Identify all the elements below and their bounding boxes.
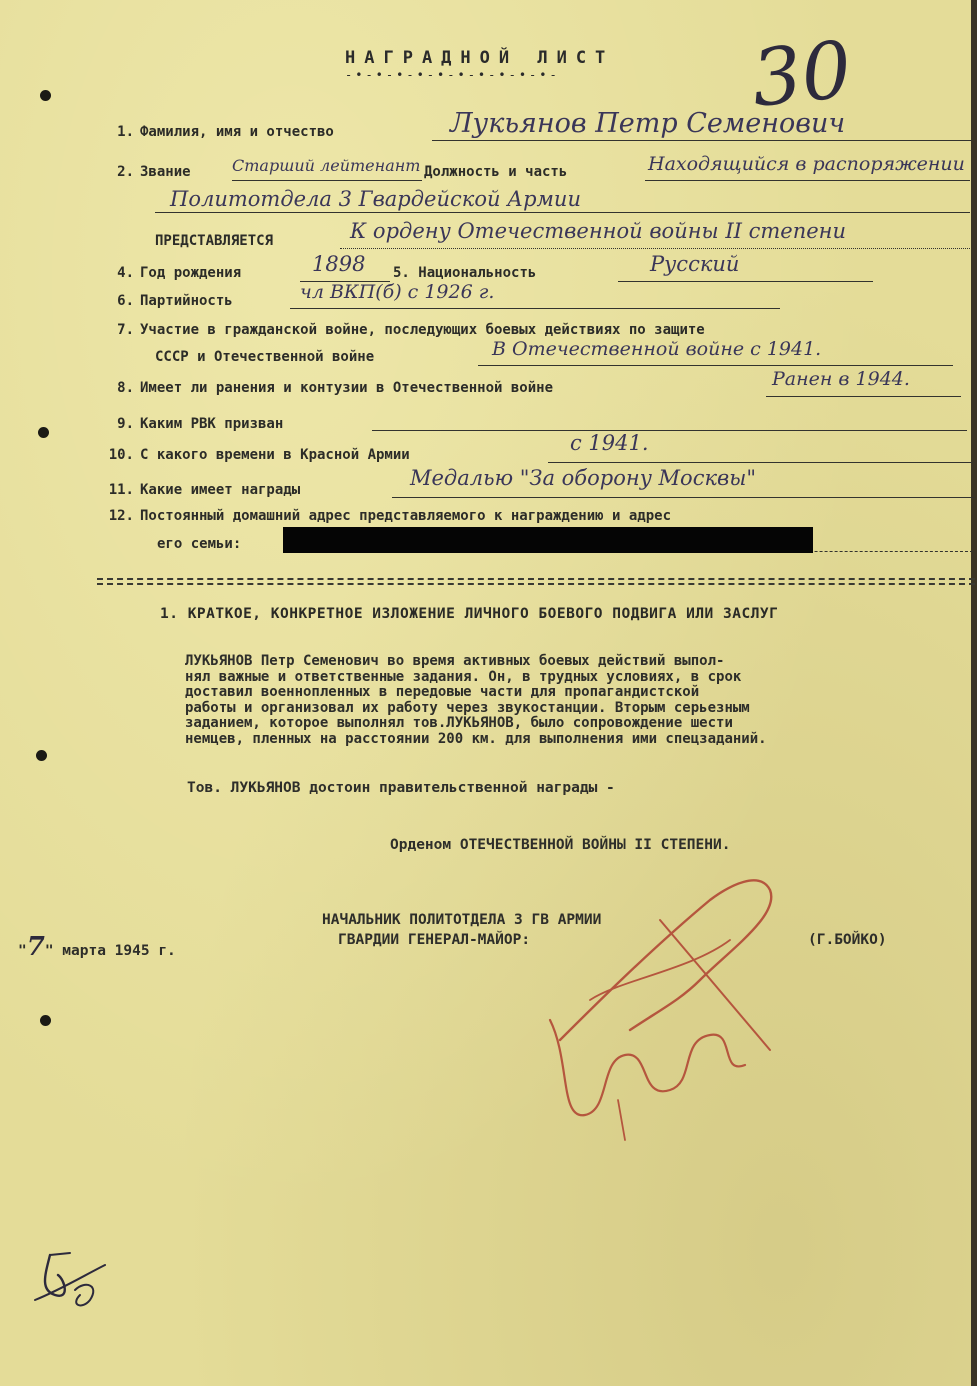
field-2-unit-value: Политотдела 3 Гвардейской Армии: [170, 187, 581, 211]
field-2-number: 2.: [117, 164, 134, 180]
field-11-value: Медалью "За оборону Москвы": [410, 466, 756, 490]
field-6-number: 6.: [117, 293, 134, 309]
punch-hole: [36, 750, 47, 761]
field-11-row: [100, 482, 300, 498]
section-heading: 1. КРАТКОЕ, КОНКРЕТНОЕ ИЗЛОЖЕНИЕ ЛИЧНОГО БОЕВОГО ПОДВИГА ИЛИ ЗАСЛУГ: [160, 606, 779, 622]
field-10-underline: [548, 462, 973, 463]
field-4-year-value: 1898: [312, 252, 366, 276]
field-7-value: В Отечественной войне с 1941.: [492, 338, 822, 360]
field-6-label: Партийность: [140, 293, 233, 309]
field-9-row: [100, 416, 283, 432]
field-10-value: с 1941.: [570, 431, 649, 455]
field-6-underline: [290, 308, 780, 309]
field-1-value: Лукьянов Петр Семенович: [450, 108, 846, 139]
document-title: НАГРАДНОЙ ЛИСТ: [345, 48, 615, 68]
field-5-label: Национальность: [418, 265, 537, 281]
field-4-row: [100, 265, 241, 281]
sheet-number-handwritten: 30: [747, 25, 856, 125]
title-underline-dots: -•-•-•-•-•-•-•-•-•-•-: [345, 68, 560, 82]
field-2-position-label: Должность и часть: [424, 164, 568, 180]
field-10-label: С какого времени в Красной Армии: [140, 447, 410, 463]
field-9-label: Каким РВК призван: [140, 416, 284, 432]
field-9-number: 9.: [117, 416, 134, 432]
punch-hole: [38, 427, 49, 438]
field-1-underline: [432, 140, 972, 141]
field-6-value: чл ВКП(б) с 1926 г.: [300, 281, 495, 303]
field-3-label: ПРЕДСТАВЛЯЕТСЯ: [155, 233, 274, 249]
field-7-label-line2: СССР и Отечественной войне: [155, 349, 375, 365]
date-line: [18, 932, 176, 962]
field-5-underline: [618, 281, 873, 282]
field-2-row: [100, 164, 191, 180]
field-7-row: [100, 322, 705, 338]
field-5-number: 5.: [393, 265, 410, 281]
field-8-value: Ранен в 1944.: [772, 368, 910, 390]
field-4-label: Год рождения: [140, 265, 242, 281]
field-5-value: Русский: [650, 252, 740, 276]
field-12-number: 12.: [108, 508, 134, 524]
field-8-underline: [766, 396, 961, 397]
date-open-quote: ": [18, 943, 27, 959]
section-separator: [97, 578, 975, 580]
field-10-number: 10.: [108, 447, 134, 463]
corner-handwritten-mark: [30, 1245, 120, 1320]
punch-hole: [40, 90, 51, 101]
signer-title-line2: ГВАРДИИ ГЕНЕРАЛ-МАЙОР:: [338, 932, 531, 948]
field-2-rank-value: Старший лейтенант: [232, 156, 421, 175]
field-8-number: 8.: [117, 380, 134, 396]
field-5-row: [393, 265, 536, 281]
field-1-row: [100, 124, 334, 140]
field-11-label: Какие имеет награды: [140, 482, 301, 498]
field-7-number: 7.: [117, 322, 134, 338]
field-11-underline: [392, 497, 975, 498]
field-2-rank-underline: [232, 180, 422, 181]
award-recommendation: Орденом ОТЕЧЕСТВЕННОЙ ВОЙНЫ II СТЕПЕНИ.: [390, 837, 731, 853]
red-signature: [530, 860, 790, 1160]
redacted-address-block: [283, 527, 813, 553]
date-day-handwritten: 7: [26, 932, 45, 962]
field-10-row: [100, 447, 410, 463]
field-9-underline: [372, 430, 967, 431]
field-6-row: [100, 293, 233, 309]
field-3-underline: [340, 248, 970, 249]
field-8-label: Имеет ли ранения и контузии в Отечественной войне: [140, 380, 554, 396]
field-2-label: Звание: [140, 164, 191, 180]
field-12-label-line2: его семьи:: [157, 536, 242, 552]
field-7-label-line1: Участие в гражданской войне, последующих боевых действиях по защите: [140, 322, 705, 338]
feat-description: ЛУКЬЯНОВ Петр Семенович во время активных боевых действий выпол- нял важные и ответственные задания. Он, в трудных условиях, в срок доставил военнопленных в передовые части для пропагандистской работы и организовал их работу через звукостанции. Вторым серьезным заданием, которое выполнял тов.ЛУКЬЯНОВ, было сопровождение шести немцев, пленных на расстоянии 200 км. для выполнения ими спецзаданий.: [185, 653, 767, 747]
field-7-underline: [478, 365, 953, 366]
field-1-number: 1.: [117, 124, 134, 140]
conclusion-text: Тов. ЛУКЬЯНОВ достоин правительственной награды -: [187, 780, 615, 796]
field-2-position-underline: [645, 180, 970, 181]
section-separator: [97, 583, 975, 585]
punch-hole: [40, 1015, 51, 1026]
signer-title-line1: НАЧАЛЬНИК ПОЛИТОТДЕЛА 3 ГВ АРМИИ: [322, 912, 602, 928]
date-month-year: " марта 1945 г.: [44, 943, 176, 959]
field-8-row: [100, 380, 553, 396]
field-12-row: [100, 508, 671, 524]
field-11-number: 11.: [108, 482, 134, 498]
signer-name: (Г.БОЙКО): [808, 932, 887, 948]
field-3-value: К ордену Отечественной войны II степени: [350, 219, 847, 243]
field-1-label: Фамилия, имя и отчество: [140, 124, 334, 140]
field-4-number: 4.: [117, 265, 134, 281]
field-2-unit-underline: [155, 212, 970, 213]
field-12-label-line1: Постоянный домашний адрес представляемого к награждению и адрес: [140, 508, 672, 524]
field-2-position-value: Находящийся в распоряжении: [648, 153, 965, 175]
